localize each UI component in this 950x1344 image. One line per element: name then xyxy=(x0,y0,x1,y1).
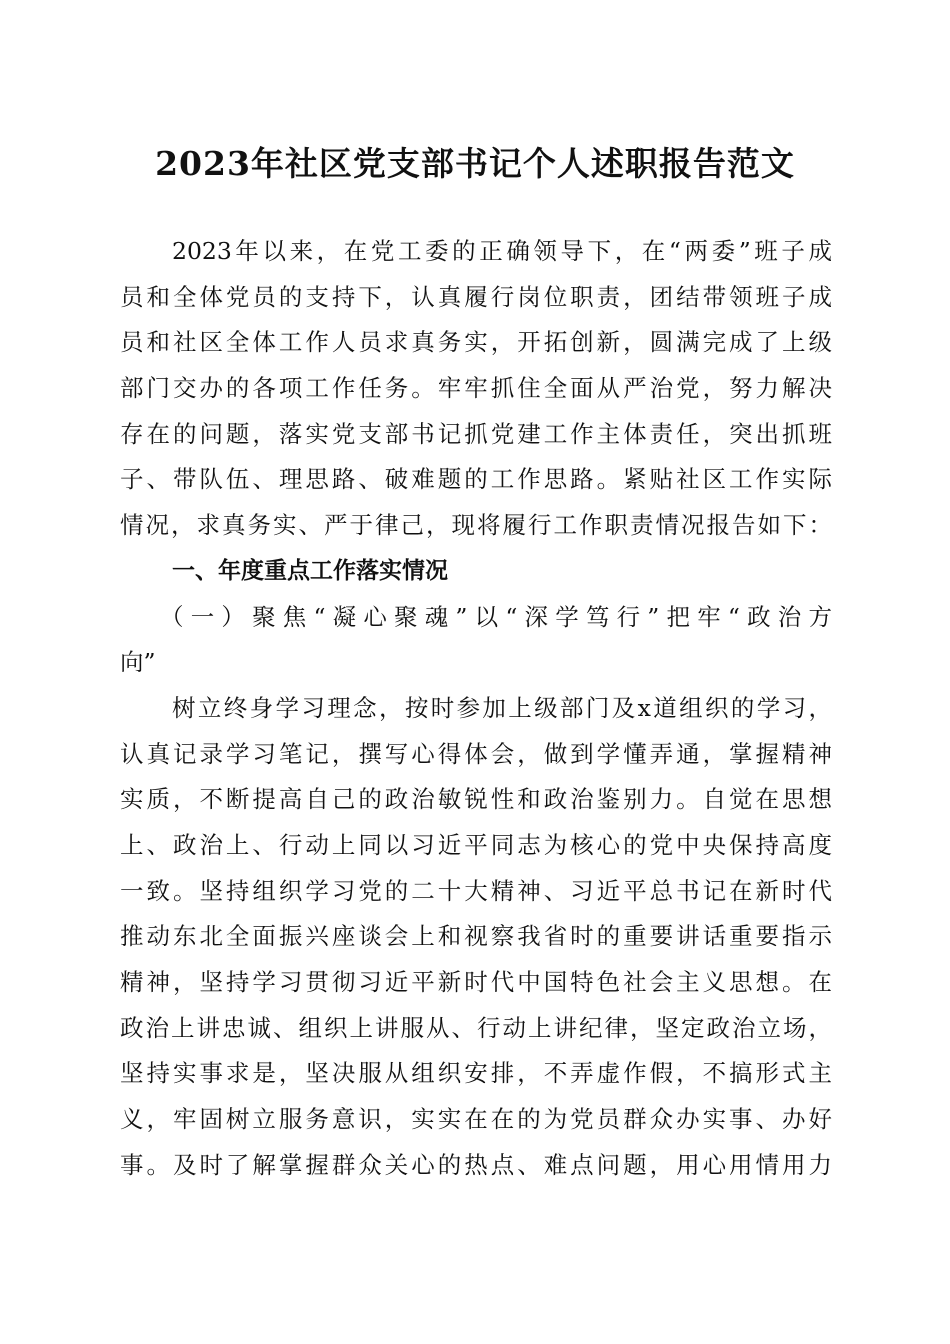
paragraph-line: 认真记录学习笔记，撰写心得体会，做到学懂弄通，掌握精神 xyxy=(120,739,832,768)
paragraph-line: 实质，不断提高自己的政治敏锐性和政治鉴别力。自觉在思想 xyxy=(120,785,832,814)
paragraph-line: 一致。坚持组织学习党的二十大精神、习近平总书记在新时代 xyxy=(120,876,832,905)
subsection-heading-cont: 向” xyxy=(120,648,156,677)
paragraph-line: 部门交办的各项工作任务。牢牢抓住全面从严治党，努力解决 xyxy=(120,374,832,403)
paragraph-line: 坚持实事求是，坚决服从组织安排，不弄虚作假，不搞形式主 xyxy=(120,1059,832,1088)
paragraph-line: 政治上讲忠诚、组织上讲服从、行动上讲纪律，坚定政治立场， xyxy=(120,1013,832,1042)
document-title: 2023年社区党支部书记个人述职报告范文 xyxy=(155,144,795,183)
paragraph-line: 上、政治上、行动上同以习近平同志为核心的党中央保持高度 xyxy=(120,830,832,859)
paragraph-line: 精神，坚持学习贯彻习近平新时代中国特色社会主义思想。在 xyxy=(120,968,832,996)
paragraph-line: 子、带队伍、理思路、破难题的工作思路。紧贴社区工作实际 xyxy=(120,465,832,494)
paragraph-line: 存在的问题，落实党支部书记抓党建工作主体责任，突出抓班 xyxy=(120,419,832,448)
section-heading: 一、年度重点工作落实情况 xyxy=(172,557,448,584)
paragraph-line: 事。及时了解掌握群众关心的热点、难点问题，用心用情用力 xyxy=(120,1150,832,1179)
paragraph-line: 员和全体党员的支持下，认真履行岗位职责，团结带领班子成 xyxy=(120,282,832,311)
document-body xyxy=(120,229,832,1188)
subsection-heading: （一）聚焦“凝心聚魂”以“深学笃行”把牢“政治方 xyxy=(160,602,832,631)
paragraph-line: 2023年以来，在党工委的正确领导下，在“两委”班子成 xyxy=(172,237,832,265)
paragraph-line: 员和社区全体工作人员求真务实，开拓创新，圆满完成了上级 xyxy=(120,328,832,357)
paragraph-line: 推动东北全面振兴座谈会上和视察我省时的重要讲话重要指示 xyxy=(120,922,832,951)
paragraph-line: 情况，求真务实、严于律己，现将履行工作职责情况报告如下： xyxy=(120,511,832,540)
paragraph-line: 义，牢固树立服务意识，实实在在的为党员群众办实事、办好 xyxy=(120,1105,832,1134)
paragraph-line: 树立终身学习理念，按时参加上级部门及x道组织的学习， xyxy=(172,693,832,722)
